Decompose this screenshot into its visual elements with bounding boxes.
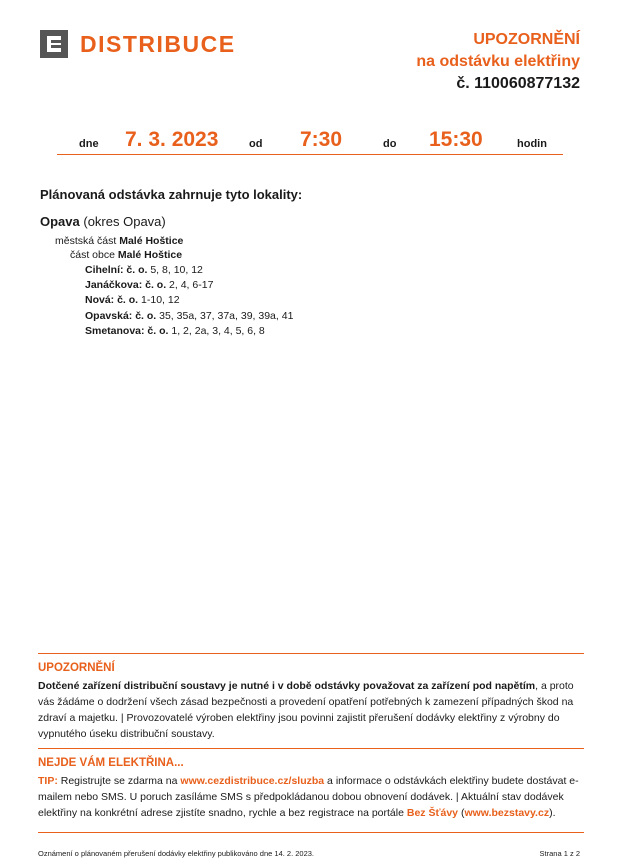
locations-intro: Plánovaná odstávka zahrnuje tyto lokality: bbox=[40, 187, 303, 202]
warning-title: UPOZORNĚNÍ bbox=[38, 662, 115, 674]
street-name: Cihelní: č. o. bbox=[85, 264, 148, 276]
tip-text-1: Registrujte se zdarma na bbox=[57, 775, 181, 787]
municipal-part-prefix: část obce bbox=[70, 249, 115, 261]
to-label: do bbox=[383, 138, 397, 150]
publication-note: Oznámení o plánovaném přerušení dodávky elektřiny publikováno dne 14. 2. 2023. bbox=[38, 849, 315, 858]
district-part-line bbox=[55, 235, 183, 247]
district-part-name: Malé Hoštice bbox=[119, 235, 184, 247]
from-label: od bbox=[249, 138, 263, 150]
street-line bbox=[85, 279, 213, 291]
city-name: Opava bbox=[40, 214, 80, 229]
tip-text bbox=[38, 773, 584, 821]
street-line bbox=[85, 325, 265, 337]
page-number: Strana 1 z 2 bbox=[539, 849, 580, 858]
warning-bold-text: Dotčené zařízení distribuční soustavy je nutné i v době odstávky považovat za zařízení pod napětím bbox=[38, 680, 536, 692]
warning-body: , a proto vás žádáme o dodržení všech zásad bezpečnosti a provedení opatření potřebných k zamezení případných škod na zdraví a majetku. | Provozovatelé výroben elektřiny jsou povinni zajistit přerušení dodávky elektřiny z výrobny do vypnutého úseku distribuční soustavy. bbox=[38, 680, 574, 740]
bezstavy-link[interactable]: www.bezstavy.cz bbox=[464, 807, 550, 819]
unit-label: hodin bbox=[517, 138, 547, 150]
notice-subtitle: na odstávku elektřiny bbox=[416, 53, 580, 70]
cez-logo-icon bbox=[40, 30, 68, 58]
notice-number: č. 110060877132 bbox=[456, 75, 580, 92]
tip-text-3: ( bbox=[458, 807, 465, 819]
tip-section bbox=[38, 748, 584, 821]
tip-title: NEJDE VÁM ELEKTŘINA... bbox=[38, 757, 184, 769]
district-name: (okres Opava) bbox=[83, 214, 166, 229]
schedule-row bbox=[57, 124, 563, 155]
footer-divider bbox=[38, 832, 584, 833]
street-numbers: 2, 4, 6-17 bbox=[169, 279, 214, 291]
time-to: 15:30 bbox=[429, 128, 483, 151]
company-logo bbox=[40, 30, 236, 58]
city-line bbox=[40, 214, 166, 229]
street-line bbox=[85, 294, 180, 306]
street-name: Smetanova: č. o. bbox=[85, 325, 169, 337]
time-from: 7:30 bbox=[300, 128, 343, 151]
tip-text-4: ). bbox=[549, 807, 556, 819]
street-numbers: 35, 35a, 37, 37a, 39, 39a, 41 bbox=[159, 310, 294, 322]
outage-date: 7. 3. 2023 bbox=[125, 128, 219, 151]
warning-text bbox=[38, 678, 584, 742]
street-name: Janáčkova: č. o. bbox=[85, 279, 167, 291]
notice-header bbox=[416, 29, 580, 95]
street-numbers: 5, 8, 10, 12 bbox=[150, 264, 203, 276]
street-name: Nová: č. o. bbox=[85, 294, 139, 306]
street-numbers: 1-10, 12 bbox=[141, 294, 180, 306]
district-part-prefix: městská část bbox=[55, 235, 117, 247]
registration-link[interactable]: www.cezdistribuce.cz/sluzba bbox=[180, 775, 325, 787]
tip-label: TIP: bbox=[38, 775, 58, 787]
brand-name: DISTRIBUCE bbox=[80, 30, 236, 57]
street-numbers: 1, 2, 2a, 3, 4, 5, 6, 8 bbox=[171, 325, 265, 337]
street-line bbox=[85, 264, 203, 276]
street-line bbox=[85, 310, 293, 322]
street-name: Opavská: č. o. bbox=[85, 310, 157, 322]
date-label: dne bbox=[79, 138, 99, 150]
notice-title: UPOZORNĚNÍ bbox=[473, 31, 580, 48]
municipal-part-line bbox=[70, 249, 182, 261]
warning-section bbox=[38, 653, 584, 742]
tip-text-2: a informace o odstávkách elektřiny budete dostávat e-mailem nebo SMS. U poruch zasíláme SMS s předpokládanou dobou obnovení dodávek. | Aktuální stav dodávek elektřiny na konkrétní adrese zjistíte snadno, rychle a bez registrace na portále bbox=[38, 775, 579, 819]
municipal-part-name: Malé Hoštice bbox=[117, 249, 183, 261]
portal-name: Bez Šťávy bbox=[406, 807, 459, 819]
